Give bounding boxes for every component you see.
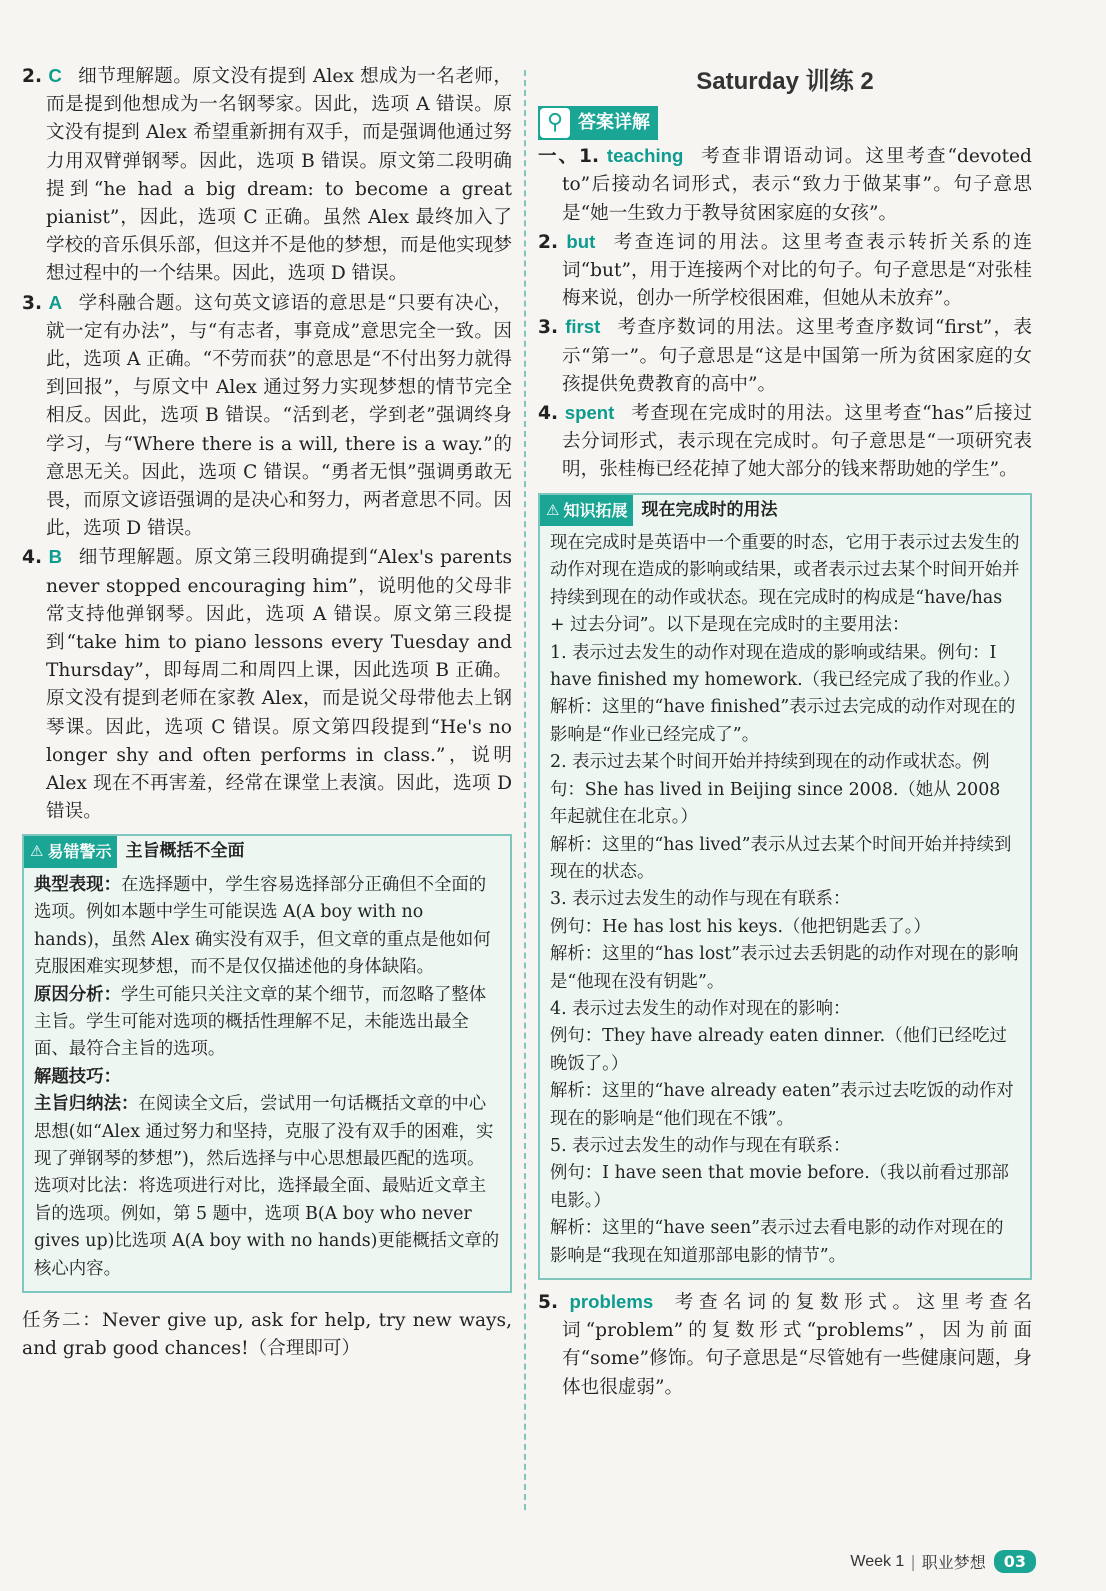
answer-key: B [48, 546, 63, 568]
answer-key: C [48, 65, 62, 86]
search-icon: ⚲ [540, 108, 570, 138]
answer-item [22, 289, 512, 544]
paragraph-text: 学生可能只关注文章的某个细节，而忽略了整体主旨。学生可能对选项的概括性理解不足，未能选出最全面、最符合主旨的选项。 [34, 984, 487, 1060]
knowledge-tag [540, 495, 633, 526]
warning-title: 主旨概括不全面 [125, 841, 245, 862]
paragraph-label: 典型表现： [34, 874, 121, 895]
item-number: 4. [538, 403, 559, 425]
paragraph-text: 在阅读全文后，尝试用一句话概括文章的中心思想(如“Alex 通过努力和坚持，克服了没有双手的困难，实现了弹钢琴的梦想”)，然后选择与中心思想最匹配的选项。 [34, 1094, 494, 1169]
usage-analysis: 解析：这里的“has lost”表示过去丢钥匙的动作对现在的影响是“他现在没有钥匙”。 [550, 944, 1019, 992]
explanation-text: 考查名词的复数形式。这里考查名词“problem”的复数形式“problems”，因为前面有“some”修饰。句子意思是“尽管她有一些健康问题，身体也很虚弱”。 [562, 1292, 1032, 1398]
answer-item [538, 399, 1032, 485]
item-number: 3. [22, 292, 43, 314]
paragraph-text: 选项对比法：将选项进行对比，选择最全面、最贴近文章主旨的选项。例如，第 5 题中，选项 B(A boy who never gives up)比选项 A(A boy with no hands)更能概括文章的核心内容。 [34, 1176, 500, 1279]
answer-detail-tag [538, 106, 658, 140]
paragraph-label: 解题技巧： [34, 1066, 121, 1087]
answer-item [538, 1288, 1032, 1402]
answer-item [538, 142, 1032, 228]
knowledge-intro: 现在完成时是英语中一个重要的时态，它用于表示过去发生的动作对现在造成的影响或结果，或者表示过去某个时间开始并持续到现在的动作或状态。现在完成时的构成是“have/has + 过去分词”。以下是现在完成时的主要用法： [550, 533, 1020, 636]
usage-item: 5. 表示过去发生的动作与现在有联系： [550, 1135, 851, 1156]
explanation-text: 学科融合题。这句英文谚语的意思是“只要有决心，就一定有办法”，与“有志者，事竟成”意思完全一致。因此，选项 A 正确。“不劳而获”的意思是“不付出努力就得到回报”，与原文中 Alex 通过努力实现梦想的情节完全相反。因此，选项 B 错误。“活到老，学到老”强调终身学习，与“Where there is a will, there is a way.”的意思无关。因此，选项 C 错误。“勇者无惧”强调勇敢无畏，而原文谚语强调的是决心和努力，两者意思不同。因此，选项 D 错误。 [46, 292, 512, 540]
item-number: 4. [22, 547, 43, 569]
knowledge-title: 现在完成时的用法 [641, 499, 778, 520]
answer-item [22, 62, 512, 289]
usage-example: 例句：They have already eaten dinner.（他们已经吃过晚饭了。） [550, 1026, 1007, 1074]
explanation-text: 考查序数词的用法。这里考查序数词“first”，表示“第一”。句子意思是“这是中国第一所为贫困家庭的女孩提供免费教育的高中”。 [562, 317, 1032, 395]
answer-item [22, 543, 512, 826]
usage-analysis: 解析：这里的“have already eaten”表示过去吃饭的动作对现在的影响是“他们现在不饿”。 [550, 1081, 1014, 1129]
explanation-text: 考查连词的用法。这里考查表示转折关系的连词“but”，用于连接两个对比的句子。句子意思是“对张桂梅来说，创办一所学校很困难，但她从未放弃”。 [562, 231, 1032, 310]
item-number: 2. [538, 231, 559, 253]
warning-paragraph [34, 872, 500, 982]
footer-title: 职业梦想 [921, 1553, 986, 1572]
warning-tag-label: 易错警示 [47, 842, 112, 862]
answer-key: A [48, 291, 63, 313]
section-title: Saturday 训练 2 [696, 68, 874, 95]
explanation-text: 细节理解题。原文第三段明确提到“Alex's parents never stopped encouraging him”，说明他的父母非常支持他弹钢琴。因此，选项 A 错误。原文第三段提到“take him to piano lessons every Tuesday and Thursday”，即每周二和周四上课，因此选项 B 正确。原文没有提到老师在家教 Alex，而是说父母带他去上钢琴课。因此，选项 C 错误。原文第四段提到“He's no longer shy and often performs in class.”，说明 Alex 现在不再害羞，经常在课堂上表演。因此，选项 D 错误。 [46, 547, 512, 823]
right-column [538, 62, 1032, 1402]
explanation-text: 考查非谓语动词。这里考查“devoted to”后接动名词形式，表示“致力于做某事”。句子意思是“她一生致力于教导贫困家庭的女孩”。 [562, 146, 1032, 224]
paragraph-label: 主旨归纳法： [34, 1094, 139, 1115]
usage-item: 4. 表示过去发生的动作对现在的影响： [550, 998, 851, 1019]
page-footer [850, 1550, 1036, 1573]
item-number: 一、1. [538, 146, 600, 168]
item-number: 2. [22, 66, 43, 87]
task2-answer: 任务二：Never give up, ask for help, try new ways, and grab good chances!（合理即可） [22, 1309, 512, 1360]
usage-item: 3. 表示过去发生的动作与现在有联系： [550, 889, 851, 910]
answer-key: problems [569, 1291, 654, 1313]
usage-example: 例句：I have seen that movie before.（我以前看过那部电影。） [550, 1163, 1009, 1211]
warning-icon: ⚠ [546, 500, 560, 519]
warning-paragraph [34, 982, 500, 1064]
explanation-text: 细节理解题。原文没有提到 Alex 想成为一名老师，而是提到他想成为一名钢琴家。因此，选项 A 错误。原文没有提到 Alex 希望重新拥有双手，而是强调他通过努力用双臂弹钢琴。因此，选项 B 错误。原文第二段明确提到“he had a big dream: to become a great pianist”，因此，选项 C 正确。虽然 Alex 最终加入了学校的音乐俱乐部，但这并不是他的梦想，而是他实现梦想过程中的一个结果。因此，选项 D 错误。 [46, 66, 512, 285]
answer-detail-label: 答案详解 [578, 112, 650, 134]
usage-item: 1. 表示过去发生的动作对现在造成的影响或结果。例句：I have finished my homework.（我已经完成了我的作业。） [550, 642, 1021, 691]
column-divider [524, 70, 526, 1510]
warning-box [22, 834, 512, 1293]
usage-analysis: 解析：这里的“have finished”表示过去完成的动作对现在的影响是“作业已经完成了”。 [550, 697, 1016, 745]
knowledge-tag-label: 知识拓展 [563, 500, 628, 520]
paragraph-text: 在选择题中，学生容易选择部分正确但不全面的选项。例如本题中学生可能误选 A(A boy with no hands)，虽然 Alex 确实没有双手，但文章的重点是他如何克服困难实现梦想，而不是仅仅描述他的身体缺陷。 [34, 874, 491, 978]
warning-header [24, 836, 500, 867]
usage-analysis: 解析：这里的“have seen”表示过去看电影的动作对现在的影响是“我现在知道那部电影的情节”。 [550, 1218, 1004, 1266]
answer-key: spent [564, 402, 615, 424]
usage-analysis: 解析：这里的“has lived”表示从过去某个时间开始并持续到现在的状态。 [550, 834, 1012, 882]
answer-item [538, 313, 1032, 399]
footer-separator: | [910, 1552, 916, 1571]
knowledge-header [540, 495, 1020, 526]
paragraph-label: 原因分析： [34, 984, 121, 1005]
item-number: 5. [538, 1292, 559, 1314]
explanation-text: 考查现在完成时的用法。这里考查“has”后接过去分词形式，表示现在完成时。句子意思是“一项研究表明，张桂梅已经花掉了她大部分的钱来帮助她的学生”。 [562, 403, 1032, 481]
item-number: 3. [538, 317, 559, 339]
page-number: 03 [994, 1550, 1036, 1573]
left-column [22, 62, 512, 1363]
answer-key: teaching [606, 145, 684, 167]
usage-example: 例句：He has lost his keys.（他把钥匙丢了。） [550, 916, 931, 937]
warning-paragraph [34, 1091, 500, 1173]
footer-week: Week 1 [850, 1552, 905, 1570]
answer-item [538, 228, 1032, 314]
answer-key: first [565, 316, 601, 338]
warning-tag [24, 836, 117, 867]
usage-item: 2. 表示过去某个时间开始并持续到现在的动作或状态。例句：She has lived in Beijing since 2008.（她从 2008 年起就住在北京。） [550, 752, 1001, 828]
knowledge-box [538, 493, 1032, 1280]
answer-key: but [566, 230, 596, 252]
warning-icon: ⚠ [30, 842, 44, 861]
